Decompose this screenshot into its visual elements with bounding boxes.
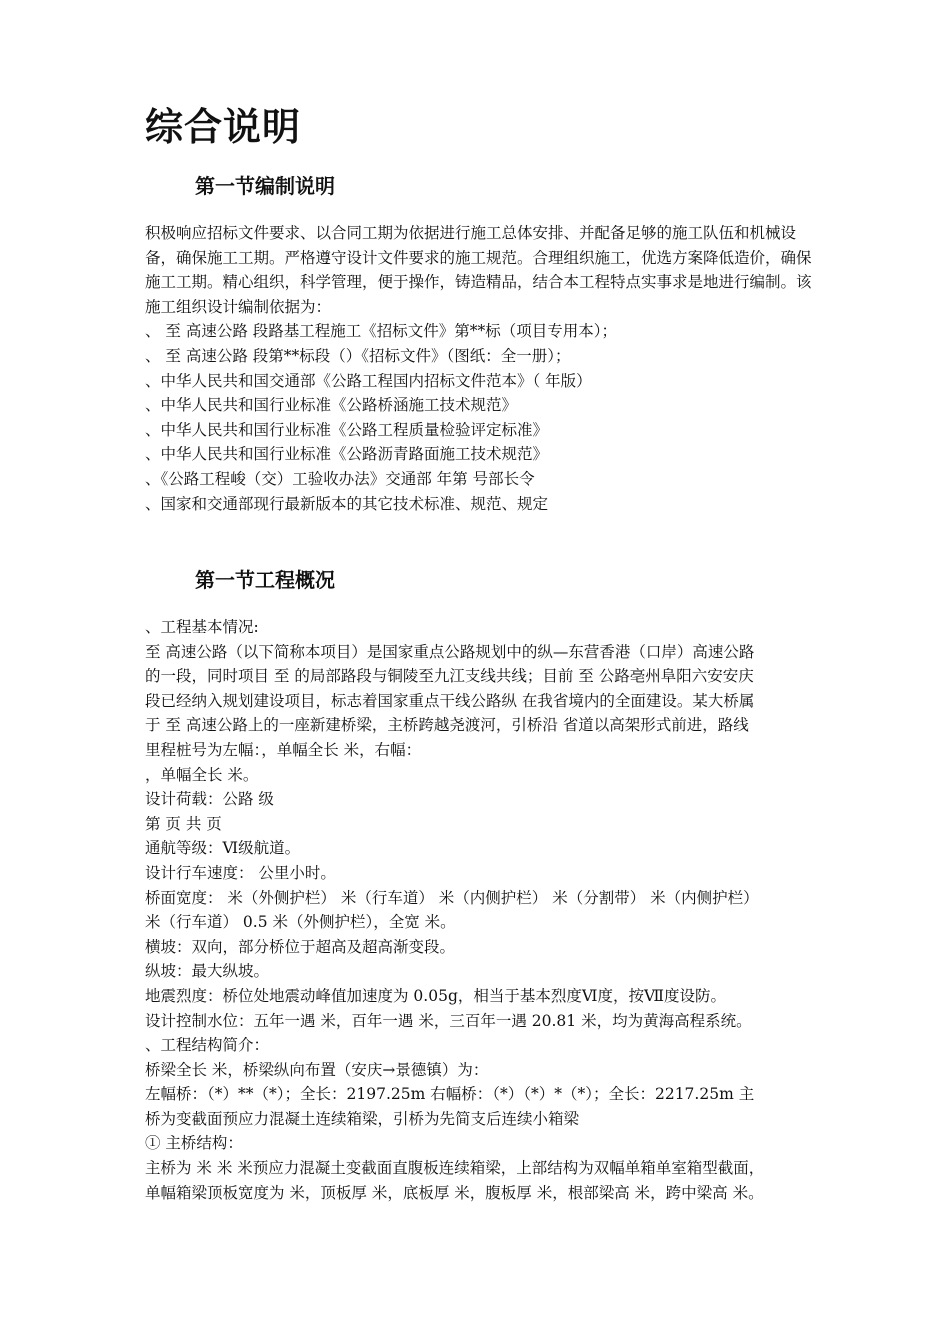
- basis-item: 、中华人民共和国交通部《公路工程国内招标文件范本》（ 年版）: [145, 371, 592, 390]
- overview-line: 、工程基本情况:: [145, 618, 259, 636]
- overview-line: 于 至 高速公路上的一座新建桥梁，主桥跨越尧渡河，引桥沿 省道以高架形式前进，路线: [145, 716, 749, 735]
- overview-line: 、工程结构简介：: [145, 1036, 270, 1055]
- overview-line: 通航等级：Ⅵ级航道。: [145, 839, 301, 858]
- overview-line: 桥面宽度： 米（外侧护栏） 米（行车道） 米（内侧护栏） 米（分割带） 米（内侧护栏）: [145, 888, 759, 907]
- section2-body: [145, 615, 815, 1205]
- basis-item: 、 至 高速公路 段第**标段（）《招标文件》（图纸：全一册）；: [145, 346, 571, 365]
- section2-heading: 第一节工程概况: [195, 568, 335, 592]
- overview-line: 设计行车速度： 公里小时。: [145, 863, 336, 882]
- overview-line: 横坡：双向，部分桥位于超高及超高渐变段。: [145, 937, 456, 956]
- overview-line: ，单幅全长 米。: [145, 765, 259, 784]
- section1-intro-paragraph: 积极响应招标文件要求、以合同工期为依据进行施工总体安排、并配备足够的施工队伍和机械设备，确保施工工期。严格遵守设计文件要求的施工规范。合理组织施工，优选方案降低造价，确保施工工期。精心组织，科学管理，便于操作，铸造精品，结合本工程特点实事求是地进行编制。该施工组织设计编制依据为：: [145, 224, 812, 316]
- basis-item: 、中华人民共和国行业标准《公路沥青路面施工技术规范》: [145, 445, 549, 464]
- overview-line: 的一段，同时项目 至 的局部路段与铜陵至九江支线共线；目前 至 公路亳州阜阳六安安庆: [145, 667, 754, 686]
- overview-line: 地震烈度：桥位处地震动峰值加速度为 0.05g，相当于基本烈度Ⅵ度，按Ⅶ度设防。: [145, 986, 726, 1005]
- page-counter-line: 第 页 共 页: [145, 814, 222, 833]
- overview-line: 米（行车道） 0.5 米（外侧护栏），全宽 米。: [145, 913, 456, 932]
- basis-item: 、《公路工程峻（交）工验收办法》交通部 年第 号部长令: [145, 469, 535, 488]
- basis-item: 、中华人民共和国行业标准《公路工程质量检验评定标准》: [145, 420, 549, 439]
- overview-line: 里程桩号为左幅：，单幅全长 米，右幅：: [145, 740, 422, 759]
- document-title: 综合说明: [145, 104, 302, 149]
- basis-item: 、国家和交通部现行最新版本的其它技术标准、规范、规定: [145, 494, 549, 513]
- overview-line: 主桥为 米 米 米预应力混凝土变截面直腹板连续箱梁，上部结构为双幅单箱单室箱型截面，: [145, 1159, 765, 1178]
- section1-body: [145, 221, 815, 516]
- overview-line: 桥为变截面预应力混凝土连续箱梁，引桥为先简支后连续小箱梁: [145, 1109, 580, 1128]
- basis-item: 、中华人民共和国行业标准《公路桥涵施工技术规范》: [145, 396, 518, 415]
- overview-line: 设计控制水位：五年一遇 米，百年一遇 米，三百年一遇 20.81 米，均为黄海高程系统。: [145, 1011, 752, 1030]
- overview-line: 纵坡：最大纵坡。: [145, 962, 270, 981]
- overview-line: 左幅桥：（*）**（*）；全长：2197.25m 右幅桥：（*）（*）*（*）；全长：2217.25m 主: [145, 1085, 755, 1104]
- overview-line: 单幅箱梁顶板宽度为 米，顶板厚 米，底板厚 米，腹板厚 米，根部梁高 米，跨中梁高 米。: [145, 1183, 764, 1202]
- overview-line: 段已经纳入规划建设项目，标志着国家重点干线公路纵 在我省境内的全面建设。某大桥属: [145, 691, 755, 710]
- overview-line: 设计荷载：公路 级: [145, 790, 274, 809]
- overview-line: 至 高速公路（以下简称本项目）是国家重点公路规划中的纵—东营香港（口岸）高速公路: [145, 642, 755, 661]
- overview-line: 桥梁全长 米，桥梁纵向布置（安庆→景德镇）为：: [145, 1060, 489, 1079]
- basis-item: 、 至 高速公路 段路基工程施工《招标文件》第**标（项目专用本）；: [145, 322, 618, 341]
- overview-line: ① 主桥结构：: [145, 1134, 243, 1153]
- section1-heading: 第一节编制说明: [195, 174, 335, 198]
